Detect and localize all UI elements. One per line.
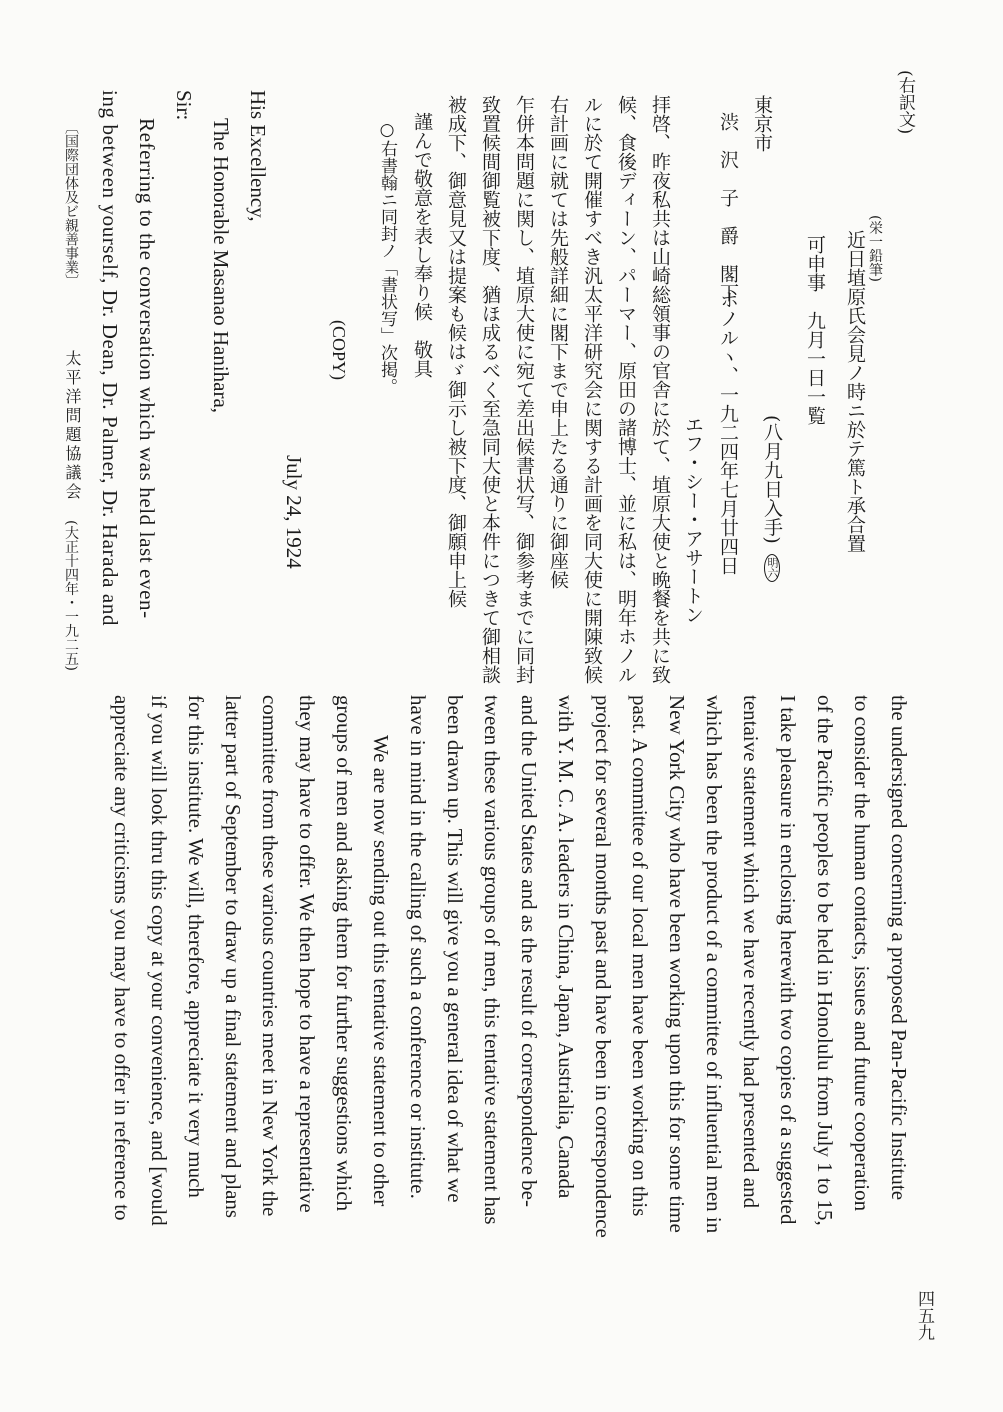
english-continuation-line-7: New York City who have been working upon this for some time: [665, 695, 689, 1233]
recipient-city: 東京市: [751, 95, 773, 152]
received-date-text: (八月九日入手): [761, 415, 783, 544]
translation-note: (右訳文): [895, 70, 915, 135]
salutation-line-1: His Excellency,: [246, 90, 270, 222]
english-continuation-line-10: with Y. M. C. A. leaders in China, Japan, Austrialia, Canada: [554, 695, 578, 1199]
english-continuation-line-16: groups of men and asking them for further suggestions which: [332, 695, 356, 1212]
letter-body-line-6: 致置候間御覧被下度、猶ほ成るべく至急同大使と本件につきて御相談: [479, 95, 501, 684]
footer-council: 太平洋問題協議会: [63, 350, 82, 502]
letter-body-line-7: 被成下、御意見又は提案も候はゞ御示し被下度、御願申上候: [445, 95, 467, 608]
footer-era: (大正十四年・一九二五): [63, 520, 79, 671]
received-stamp: 明六: [764, 554, 780, 582]
english-continuation-line-6: which has been the product of a committee of influential men in: [702, 695, 726, 1234]
received-date: [762, 415, 781, 582]
footer-section: 〔国際団体及ビ親善事業〕: [63, 120, 79, 288]
english-continuation-line-18: committee from these various countries meet in New York the: [258, 695, 282, 1217]
letter-body-line-3: ルに於て開催すべき汎太平洋研究会に関する計画を同大使に開陳致候: [581, 95, 603, 684]
copy-label: (COPY): [329, 320, 349, 381]
english-continuation-line-17: they may have to offer. We then hope to have a representative: [295, 695, 319, 1213]
english-continuation-line-1: the undersigned concerning a proposed Pan-Pacific Institute: [887, 695, 911, 1201]
document-annotation-label: (栄一鉛筆): [867, 215, 883, 282]
english-continuation-line-12: tween these various groups of men, this tentative statement has: [480, 695, 504, 1225]
english-continuation-line-15: We are now sending out this tentative statement to other: [369, 735, 393, 1207]
english-body-line-2: ing between yourself, Dr. Dean, Dr. Palmer, Dr. Harada and: [98, 90, 122, 627]
letter-body-line-2: 候、食後ディーン、パーマー、原田の諸博士、並に私は、明年ホノル: [615, 95, 637, 684]
sender-name: エフ・シー・アサートン: [682, 415, 704, 624]
letter-body-line-4: 右計画に就ては先般詳細に閣下まで申上たる通りに御座候: [547, 95, 569, 589]
english-continuation-line-9: project for several months past and have been in correspondence: [591, 695, 615, 1238]
english-body-line-1: Referring to the conversation which was held last even-: [135, 118, 159, 619]
english-continuation-line-20: for this institute. We will, therefore, appreciate it very much: [184, 695, 208, 1198]
english-continuation-line-3: of the Pacific peoples to be held in Honolulu from July 1 to 15,: [813, 695, 837, 1226]
letter-date: July 24, 1924: [282, 455, 306, 569]
english-continuation-line-13: been drawn up. This will give you a general idea of what we: [443, 695, 467, 1203]
viewed-note: 可申事 九月一日一覧: [804, 235, 826, 425]
salutation-line-3: Sir:: [172, 90, 196, 121]
letter-body-line-5: 乍併本問題に関し、埴原大使に宛て差出候書状写、御参考までに同封: [513, 95, 535, 684]
document-annotation: 近日埴原氏会見ノ時ニ於テ篤ト承合置: [844, 230, 866, 553]
english-continuation-line-5: tentaive statement which we have recently had presented and: [739, 695, 763, 1209]
letter-body-line-1: 拝啓、昨夜私共は山崎総領事の官舎に於て、埴原大使と晩餐を共に致: [649, 95, 671, 684]
page-number: 四五九: [914, 1290, 934, 1341]
sender-place-date: ホノルヽ、一九二四年七月廿四日: [717, 290, 739, 575]
english-continuation-line-11: and the United States and as the result of correspondence be-: [517, 695, 541, 1207]
english-continuation-line-22: appreciate any criticisms you may have to offer in reference to: [110, 695, 134, 1221]
letter-body-line-8: 謹んで敬意を表し奉り候 敬具: [411, 112, 433, 378]
recipient: 渋 沢 子 爵 閣下: [717, 112, 739, 302]
english-continuation-line-4: I take pleasure in enclosing herewith two copies of a suggested: [776, 695, 800, 1225]
english-continuation-line-2: to consider the human contacts, issues and future cooperation: [850, 695, 874, 1212]
english-continuation-line-14: have in mind in the calling of such a conference or institute.: [406, 695, 430, 1199]
enclosure-note: ○右書翰ニ同封ノ「書状写」次掲。: [377, 120, 397, 395]
english-continuation-line-19: latter part of September to draw up a final statement and plans: [221, 695, 245, 1219]
salutation-line-2: The Honorable Masanao Hanihara,: [209, 118, 233, 414]
english-continuation-line-8: past. A committee of our local men have been working on this: [628, 695, 652, 1217]
english-continuation-line-21: if you will look thru this copy at your convenience, and [would: [147, 695, 171, 1226]
